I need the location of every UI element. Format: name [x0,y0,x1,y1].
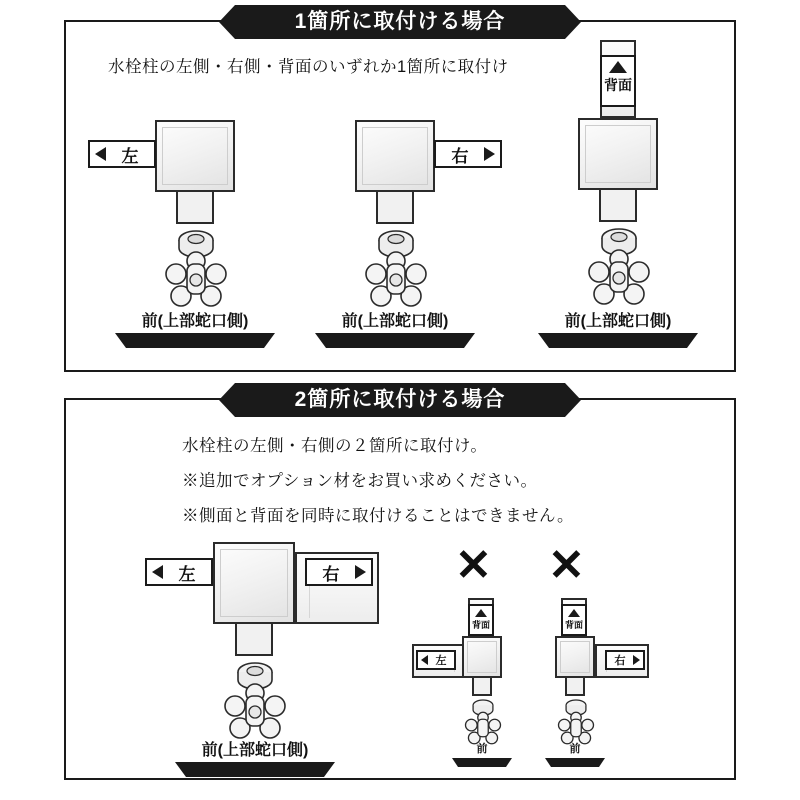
panel-two-locations-description-line-2: ※追加でオプション材をお買い求めください。 [182,472,538,490]
panel-one-location-title-text: 1箇所に取付ける場合 [294,10,506,33]
direction-tag-rear-label: 背面 [471,620,490,630]
post-top-box [555,636,595,678]
direction-tag-rear [561,604,587,636]
faucet-handle-icon [160,222,232,317]
front-label-one-rear: 前(上部蛇口側) [538,308,698,348]
arrow-right-icon [484,147,495,161]
direction-tag-right [605,650,645,670]
panel-two-locations-title-text: 2箇所に取付ける場合 [294,388,506,411]
arrow-left-icon [95,147,106,161]
arrow-down-icon [452,758,512,767]
direction-tag-right [305,558,373,586]
front-label-ng-rear-right: 前 [545,740,605,767]
post-top-box [213,542,295,624]
x-mark-icon: ✕ [548,541,585,590]
panel-two-locations-description-line-3: ※側面と背面を同時に取付けることはできません。 [182,507,574,525]
direction-tag-left-label: 左 [121,146,139,166]
post-top-box [155,120,235,192]
direction-tag-right-label: 右 [451,146,469,166]
panel-one-location-description: 水栓柱の左側・右側・背面のいずれか1箇所に取付け [108,58,509,76]
direction-tag-rear [600,55,636,107]
arrow-down-icon [175,762,335,777]
post-top-box-inner [467,641,497,673]
direction-tag-rear [468,604,494,636]
direction-tag-left [145,558,213,586]
front-label-one-left: 前(上部蛇口側) [115,308,275,348]
direction-tag-right-label: 右 [322,564,340,584]
arrow-left-icon [421,655,428,665]
direction-tag-right-label: 右 [614,655,626,667]
post-top-box [462,636,502,678]
panel-one-location-title [235,5,565,39]
direction-tag-left-label: 左 [435,655,447,667]
front-label-ng-rear-left: 前 [452,740,512,767]
post-neck [176,192,214,224]
post-neck [599,190,637,222]
arrow-down-icon [538,333,698,348]
front-label-two-left-right: 前(上部蛇口側) [175,737,335,777]
arrow-down-icon [115,333,275,348]
direction-tag-left-label: 左 [178,564,196,584]
arrow-left-icon [152,565,163,579]
x-mark-icon: ✕ [455,541,492,590]
post-top-box-inner [220,549,288,617]
post-neck [376,192,414,224]
post-top-box-inner [362,127,428,185]
post-top-box-inner [162,127,228,185]
arrow-down-icon [545,758,605,767]
arrow-up-icon [568,609,580,617]
arrow-right-icon [633,655,640,665]
arrow-down-icon [315,333,475,348]
arrow-up-icon [609,61,627,73]
panel-two-locations-title [235,383,565,417]
post-top-box [578,118,658,190]
front-label-one-right: 前(上部蛇口側) [315,308,475,348]
direction-tag-right [434,140,502,168]
faucet-handle-icon [360,222,432,317]
direction-tag-left [88,140,156,168]
direction-tag-left [416,650,456,670]
post-neck [235,624,273,656]
faucet-handle-icon [219,654,291,749]
post-top-box [355,120,435,192]
post-top-box-inner [560,641,590,673]
faucet-handle-icon [583,220,655,315]
arrow-up-icon [475,609,487,617]
arrow-right-icon [355,565,366,579]
post-top-box-inner [585,125,651,183]
direction-tag-rear-label: 背面 [604,77,632,93]
panel-two-locations-description-line-1: 水栓柱の左側・右側の２箇所に取付け。 [182,437,488,455]
direction-tag-rear-label: 背面 [564,620,583,630]
